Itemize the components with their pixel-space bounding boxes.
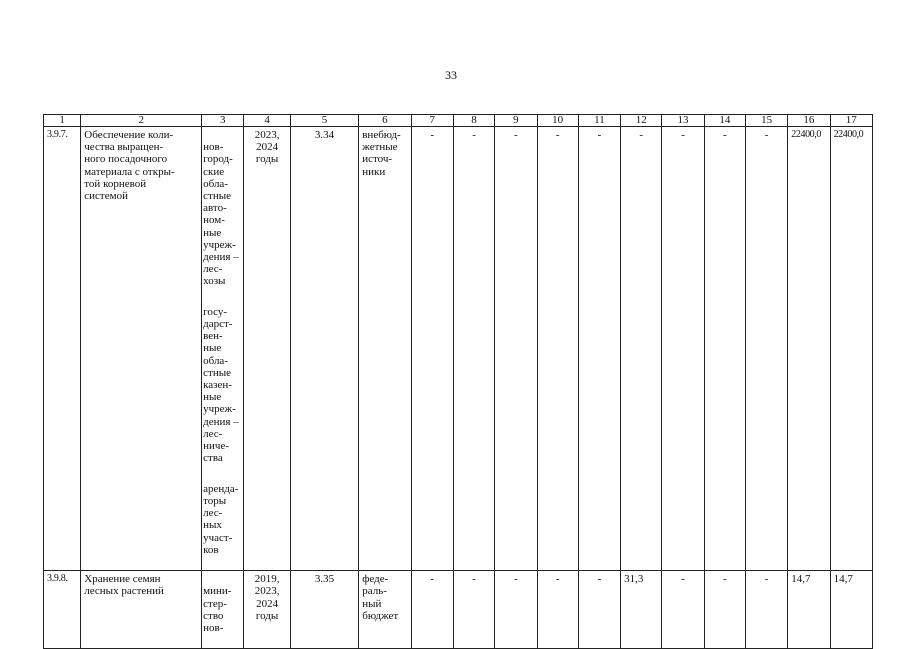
header-cell: 14	[704, 115, 745, 127]
header-cell: 3	[202, 115, 244, 127]
header-cell: 16	[788, 115, 830, 127]
header-cell: 4	[244, 115, 290, 127]
value-cell: -	[745, 127, 787, 571]
table-row	[44, 127, 873, 571]
table-row	[44, 571, 873, 649]
activity-name: Хранение семян лесных растений	[81, 571, 202, 649]
executor: нов- город- ские обла- стные авто- ном- ные учреж- дения – лес- хозы	[203, 141, 239, 288]
activity-name: Обеспечение коли- чества выращен- ного посадочного материала с откры- той корневой системой	[81, 127, 202, 571]
value-cell: -	[621, 127, 662, 571]
executors-cell	[202, 571, 244, 649]
years: 2019, 2023, 2024 годы	[244, 571, 290, 649]
funding-source: внебюд- жетные источ- ники	[359, 127, 411, 571]
header-cell: 1	[44, 115, 81, 127]
header-cell: 7	[411, 115, 453, 127]
value-cell: -	[411, 127, 453, 571]
target-indicator: 3.35	[290, 571, 358, 649]
executor: госу- дарст- вен- ные обла- стные казен- ные учреж- дения – лес- ниче- ства	[203, 305, 239, 465]
value-cell: 14,7	[830, 571, 872, 649]
years: 2023, 2024 годы	[244, 127, 290, 571]
executor: мини- стер- ство нов-	[203, 585, 232, 634]
value-cell: 31,3	[621, 571, 662, 649]
header-cell: 17	[830, 115, 872, 127]
header-cell: 5	[290, 115, 358, 127]
value-cell: -	[662, 127, 704, 571]
value-cell: -	[704, 571, 745, 649]
item-number: 3.9.7.	[44, 127, 81, 571]
value-cell: -	[537, 127, 578, 571]
value-cell: 22400,0	[788, 127, 830, 571]
header-cell: 12	[621, 115, 662, 127]
header-cell: 13	[662, 115, 704, 127]
header-cell: 6	[359, 115, 411, 127]
value-cell: -	[495, 127, 537, 571]
header-cell: 2	[81, 115, 202, 127]
executor: аренда- торы лес- ных участ- ков	[203, 482, 239, 556]
value-cell: -	[578, 571, 620, 649]
value-cell: -	[411, 571, 453, 649]
value-cell: -	[453, 571, 494, 649]
header-cell: 15	[745, 115, 787, 127]
value-cell: -	[537, 571, 578, 649]
executors-cell	[202, 127, 244, 571]
value-cell: 22400,0	[830, 127, 872, 571]
value-cell: 14,7	[788, 571, 830, 649]
value-cell: -	[578, 127, 620, 571]
funding-source: феде- раль- ный бюджет	[359, 571, 411, 649]
header-cell: 9	[495, 115, 537, 127]
value-cell: -	[704, 127, 745, 571]
header-cell: 8	[453, 115, 494, 127]
value-cell: -	[662, 571, 704, 649]
header-cell: 11	[578, 115, 620, 127]
program-table	[43, 114, 873, 649]
value-cell: -	[745, 571, 787, 649]
item-number: 3.9.8.	[44, 571, 81, 649]
page-number: 33	[445, 68, 457, 82]
header-cell: 10	[537, 115, 578, 127]
value-cell: -	[453, 127, 494, 571]
value-cell: -	[495, 571, 537, 649]
header-row	[44, 115, 873, 127]
target-indicator: 3.34	[290, 127, 358, 571]
